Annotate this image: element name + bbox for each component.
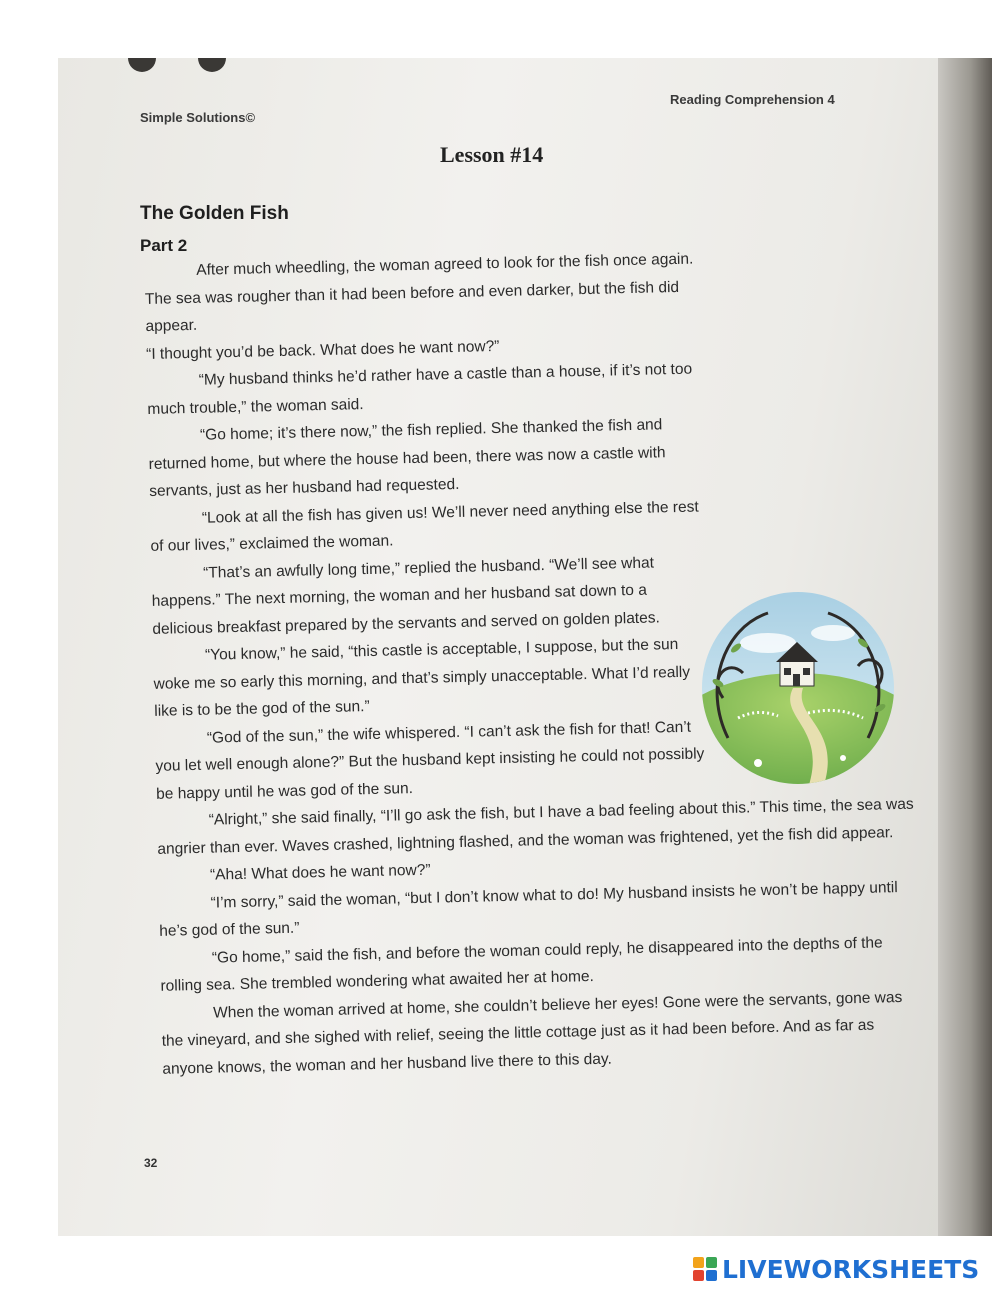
paragraph: “Go home; it’s there now,” the fish replied. She thanked the fish and returned home, but where the house had been, there was now a castle with servants, just as her husband had requested. (148, 416, 666, 500)
paragraph: “Aha! What does he want now?” (209, 861, 431, 884)
paragraph: “My husband thinks he’d rather have a castle than a house, if it’s not too much trouble,” the woman said. (147, 360, 693, 418)
part-title: Part 2 (140, 236, 188, 255)
liveworksheets-watermark (692, 1254, 979, 1284)
book-title-header: Reading Comprehension 4 (670, 92, 835, 107)
paragraph: “I’m sorry,” said the woman, “but I don’t know what to do! My husband insists he won’t be happy until he’s god of the sun.” (159, 878, 898, 940)
paragraph: “Alright,” she said finally, “I’ll go ask the fish, but I have a bad feeling about this.” This time, the sea was angrier than ever. Waves crashed, lightning flashed, and the woman was frightened, yet the fish did appear. (157, 795, 914, 858)
paragraph: After much wheedling, the woman agreed to look for the fish once again. The sea was rougher than it had been before and even darker, but the fish did appear. (144, 250, 694, 335)
story-title: The Golden Fish (140, 203, 289, 224)
paragraph: “I thought you’d be back. What does he want now?” (145, 337, 500, 363)
lesson-title: Lesson #14 (440, 142, 544, 167)
page-edge-shadow (938, 58, 992, 1236)
book-page (58, 58, 938, 1236)
binder-ring-icon (198, 58, 226, 72)
liveworksheets-logo-icon (692, 1256, 718, 1282)
watermark-text: LIVEWORKSHEETS (722, 1254, 980, 1284)
paragraph: “That’s an awfully long time,” replied the husband. “We’ll see what happens.” The next morning, the woman and her husband sat down to a delicious breakfast prepared by the servants and served on golden plates. (151, 554, 660, 638)
binder-ring-icon (128, 58, 156, 72)
page-number: 32 (144, 1156, 158, 1170)
publisher-header: Simple Solutions© (140, 110, 256, 125)
paragraph: “Go home,” said the fish, and before the woman could reply, he disappeared into the depths of the rolling sea. She trembled wondering what awaited her at home. (160, 933, 883, 995)
paragraph: “You know,” he said, “this castle is acceptable, I suppose, but the sun woke me so early this morning, and that’s simply unacceptable. What I’d really like is to be the god of the sun.” (153, 635, 691, 720)
cottage-on-hill-icon (698, 588, 898, 788)
paragraph: When the woman arrived at home, she couldn’t believe her eyes! Gone were the servants, gone was the vineyard, and she sighed with relief, seeing the little cottage just as it had been before. And as far as anyone knows, the woman and her husband live there to this day. (161, 988, 903, 1078)
paragraph: “God of the sun,” the wife whispered. “I can’t ask the fish for that! Can’t you let well enough alone?” But the husband kept insisting he could not possibly be happy until he was god of the sun. (155, 718, 705, 803)
worksheet-photo (58, 58, 992, 1236)
paragraph: “Look at all the fish has given us! We’ll never need anything else the rest of our lives,” exclaimed the woman. (150, 497, 699, 555)
